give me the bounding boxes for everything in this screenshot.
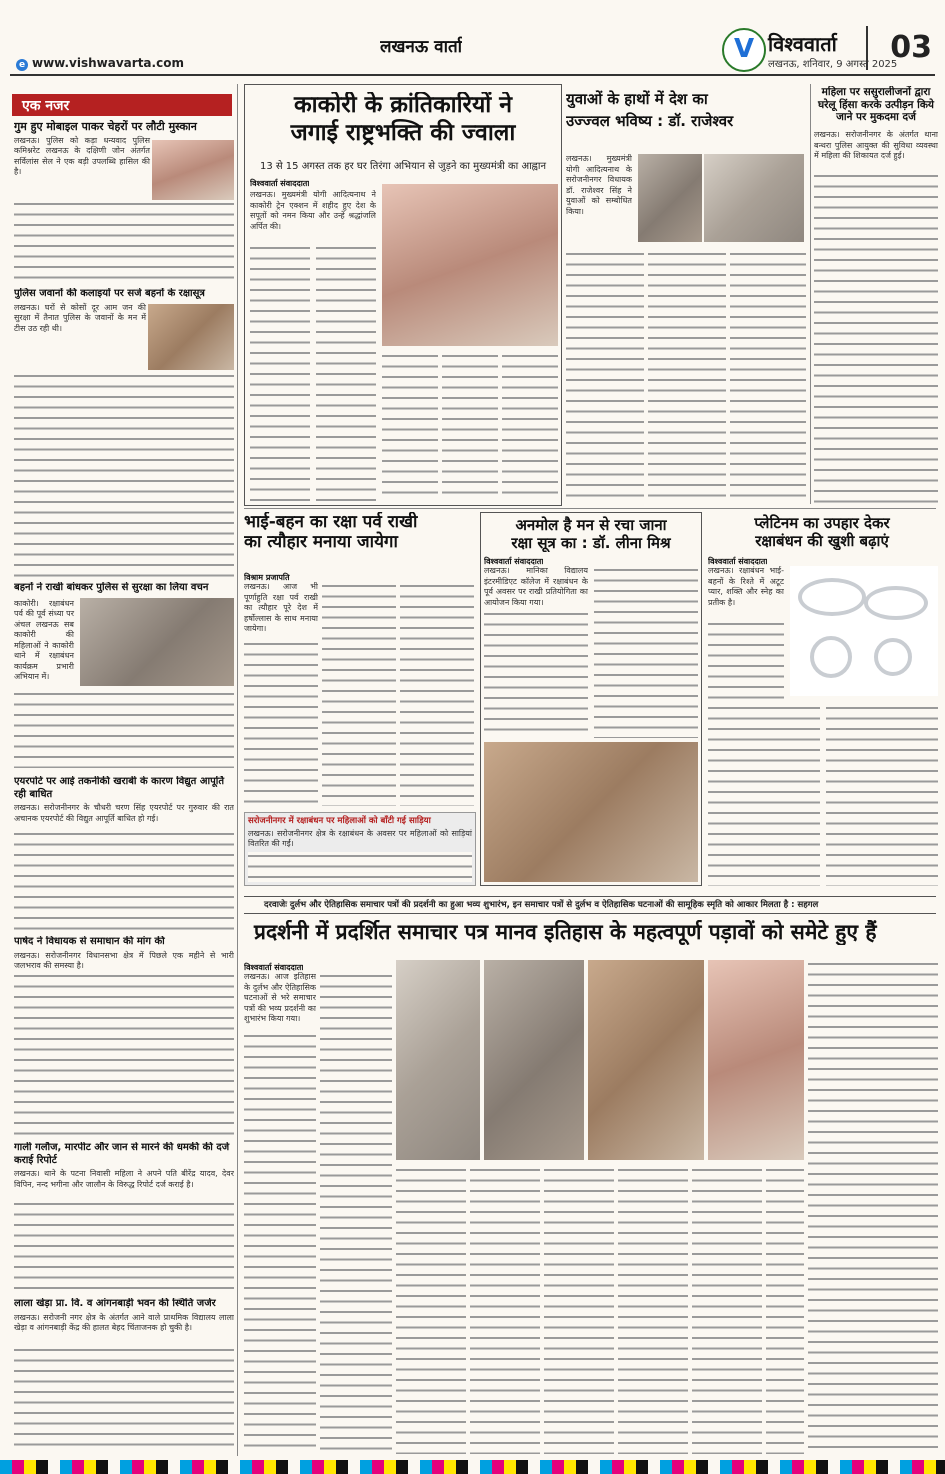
domestic-text-block: [814, 172, 938, 504]
kakori-text-col-2: [316, 244, 376, 502]
exhibition-headline: प्रदर्शनी में प्रदर्शित समाचार पत्र मानव इतिहास के महत्वपूर्ण पड़ावों को समेटे हुए हैं: [254, 920, 877, 944]
sidebar-text-block: [14, 1346, 234, 1452]
sidebar-headline: पार्षद ने विधायक से समाधान की मांग की: [14, 936, 165, 947]
exhibition-photo-2: [484, 960, 584, 1160]
sidebar-photo: [148, 304, 234, 370]
youth-lead: लखनऊ। मुख्यमंत्री योगी आदित्यनाथ के सरोजनीनगर विधायक डॉ. राजेश्वर सिंह ने युवाओं को सम्बोधित किया।: [566, 154, 632, 216]
sidebar-lead: लखनऊ। थाने के पटना निवासी महिला ने अपने पति बीरेंद्र यादव, देवर विपिन, नन्द भगीना और जालौन के विरुद्ध रिपोर्ट दर्ज कराई है।: [14, 1169, 234, 1189]
youth-text-col-1: [566, 250, 644, 504]
website-url-text: www.vishwavarta.com: [32, 56, 184, 70]
rakhi-headline-line-1: भाई-बहन का रक्षा पर्व राखी: [244, 512, 418, 532]
browser-icon: e: [16, 59, 28, 71]
sidebar-divider: [237, 84, 238, 1456]
sidebar-lead: लखनऊ। घरों से कोसों दूर आम जन की सुरक्षा में तैनात पुलिस के जवानों के मन में टीस उठ रही थी।: [14, 302, 146, 333]
exhibition-photo-3: [588, 960, 704, 1160]
exhibition-text-col-2: [320, 972, 392, 1454]
exhibition-text-col-7: [692, 1166, 762, 1454]
rakhi-text-col-2: [322, 582, 396, 806]
rakhi-text-col-1: [244, 640, 318, 806]
youth-headline-2: उज्ज्वल भविष्य : डॉ. राजेश्वर: [566, 112, 734, 130]
sidebar-photo: [80, 598, 234, 686]
platinum-byline: विश्ववार्ता संवाददाता: [708, 557, 768, 566]
sidebar-headline: पुलिस जवानों की कलाइयों पर सजे बहनों के रक्षासूत्र: [14, 288, 205, 299]
raksha-sutra-headline-line-2: रक्षा सूत्र का : डॉ. लीना मिश्र: [511, 534, 671, 552]
domestic-headline-line-3: जाने पर मुकदमा दर्ज: [836, 111, 916, 124]
raksha-sutra-headline-line-1: अनमोल है मन से रचा जाना: [515, 516, 667, 534]
rakhi-lead: लखनऊ। आज भी पूर्णाहुति रक्षा पर्व राखी का त्यौहार पूरे देश में हर्षोल्लास के साथ मनाया जायेगा।: [244, 582, 318, 633]
kakori-text-col-3: [382, 352, 438, 502]
youth-headline: [566, 90, 716, 108]
sidebar-lead: लखनऊ। सरोजनी नगर क्षेत्र के अंतर्गत आने वाले प्राथमिक विद्यालय लाला खेड़ा व आंगनबाड़ी केंद्र की हालत बेहद चिंताजनक हो चुकी है।: [14, 1312, 234, 1332]
section-title: लखनऊ वार्ता: [380, 37, 463, 57]
sidebar-item: [14, 1142, 234, 1190]
kakori-headline-line-2: जगाई राष्ट्रभक्ति की ज्वाला: [290, 119, 516, 146]
youth-photo-2: [704, 154, 804, 242]
platinum-lead: लखनऊ। रक्षाबंधन भाई-बहनों के रिश्ते में अटूट प्यार, शक्ति और स्नेह का प्रतीक है।: [708, 566, 784, 607]
sidebar-photo: [152, 140, 234, 200]
youth-photo-1: [638, 154, 702, 242]
exhibition-photo-1: [396, 960, 480, 1160]
ticker-strip: दरवाजेः दुर्लभ और ऐतिहासिक समाचार पत्रों की प्रदर्शनी का हुआ भव्य शुभारंभ, इन समाचार पत्रों से दुर्लभ व ऐतिहासिक घटनाओं की सामूहिक स्मृति को आकार मिलता है : सहगल: [244, 896, 936, 914]
sidebar-item: [14, 936, 234, 972]
dateline: लखनऊ, शनिवार, 9 अगस्त 2025: [768, 59, 898, 70]
notice-box: [244, 812, 476, 886]
sidebar-text-block: [14, 372, 234, 577]
rakhi-headline-line-2: का त्यौहार मनाया जायेगा: [244, 532, 398, 553]
sidebar-lead: काकोरी। रक्षाबंधन पर्व की पूर्व संध्या पर अंचल लखनऊ सब काकोरी की महिलाओं ने काकोरी थाने में रक्षाबंधन कार्यक्रम प्रभारी अभियान में।: [14, 598, 74, 681]
sidebar-text-block: [14, 1200, 234, 1292]
notice-text-block: [248, 852, 472, 882]
kakori-byline: विश्ववार्ता संवाददाता: [250, 179, 310, 188]
exhibition-lead: लखनऊ। आज इतिहास के दुर्लभ और ऐतिहासिक घटनाओं से भरे समाचार पत्रों की भव्य प्रदर्शनी का शुभारंभ किया गया।: [244, 972, 316, 1023]
masthead-rule: [10, 74, 935, 76]
exhibition-byline: विश्ववार्ता संवाददाता: [244, 963, 304, 972]
sidebar-headline: एयरपोर्ट पर आई तकनीकी खराबी के कारण विद्युत आपूर्ति रही बाधित: [14, 776, 225, 800]
platinum-headline-line-2: रक्षाबंधन की खुशी बढ़ाएं: [755, 532, 889, 550]
sidebar-headline: बहनों ने राखी बांधकर पुलिस से सुरक्षा का लिया वचन: [14, 582, 209, 593]
youth-text-col-3: [730, 250, 806, 504]
kakori-subhead: 13 से 15 अगस्त तक हर घर तिरंगा अभियान से जुड़ने का मुख्यमंत्री का आह्वान: [259, 161, 547, 172]
paper-name: विश्ववार्ता: [768, 32, 837, 56]
raksha-sutra-text-col-2: [594, 566, 698, 738]
youth-headline-line-1: युवाओं के हाथों में देश का: [566, 90, 708, 108]
platinum-jewellery-photo: [790, 566, 938, 696]
domestic-headline-line-1: महिला पर ससुरालीजनों द्वारा: [821, 86, 931, 98]
exhibition-text-col-6: [618, 1166, 688, 1454]
sidebar-text-block: [14, 200, 234, 282]
website-url[interactable]: [16, 56, 184, 71]
notice-lead: लखनऊ। सरोजनीनगर क्षेत्र के रक्षाबंधन के अवसर पर महिलाओं को साड़ियां वितरित की गईं।: [248, 828, 472, 849]
column-divider: [810, 84, 811, 504]
kakori-headline: [248, 92, 558, 147]
rakhi-byline: विश्राम प्रजापति: [244, 573, 290, 582]
sidebar-headline: लाला खेड़ा प्रा. वि. व आंगनबाड़ी भवन की स्थिति जर्जर: [14, 1298, 216, 1309]
raksha-sutra-photo: [484, 742, 698, 882]
sidebar-text-block: [14, 830, 234, 930]
print-color-bar: [0, 1460, 945, 1474]
platinum-headline-line-1: प्लेटिनम का उपहार देकर: [754, 514, 890, 532]
exhibition-text-col-4: [470, 1166, 540, 1454]
sidebar-lead: लखनऊ। सरोजनीनगर विधानसभा क्षेत्र में पिछले एक महीने से भारी जलभराव की समस्या है।: [14, 950, 234, 970]
raksha-sutra-lead: लखनऊ। मानिका विद्यालय इंटरमीडिएट कॉलेज में रक्षाबंधन के पूर्व अवसर पर राखी प्रतियोगिता का आयोजन किया गया।: [484, 566, 588, 607]
exhibition-text-col-5: [544, 1166, 614, 1454]
logo-icon: V: [722, 28, 766, 72]
sidebar-item: [14, 776, 234, 824]
sidebar-text-block: [14, 690, 234, 768]
domestic-headline-line-2: घरेलू हिंसा करके उत्पीड़न किये: [817, 98, 935, 111]
exhibition-text-col-1: [244, 1032, 316, 1454]
notice-headline: सरोजनीनगर में रक्षाबंधन पर महिलाओं को बाँटी गई साड़िया: [248, 816, 431, 826]
platinum-text-col-2: [708, 704, 820, 886]
exhibition-text-col-9: [766, 1166, 804, 1454]
kakori-photo: [382, 184, 558, 346]
sidebar-headline: गाली गलौज, मारपीट और जान से मारने की धमकी की दर्ज कराई रिपोर्ट: [14, 1142, 230, 1166]
youth-text-col-2: [648, 250, 726, 504]
kakori-text-col-4: [442, 352, 498, 502]
sidebar-label: एक नजर: [12, 94, 232, 116]
sidebar-text-block: [14, 972, 234, 1136]
exhibition-photo-4: [708, 960, 804, 1160]
sidebar-lead: लखनऊ। पुलिस को कड़ा धन्यवाद पुलिस कमिश्नरेट लखनऊ के दक्षिणी जोन अंतर्गत सर्विलांस सेल ने एक बड़ी उपलब्धि हासिल की है।: [14, 135, 150, 177]
section-rule: [244, 508, 936, 509]
sidebar-lead: लखनऊ। सरोजनीनगर के चौधरी चरण सिंह एयरपोर्ट पर गुरुवार की रात अचानक एयरपोर्ट की विद्युत आपूर्ति बाधित हो गई।: [14, 803, 234, 823]
kakori-text-col-1: [250, 244, 310, 502]
exhibition-text-col-8: [808, 960, 938, 1454]
raksha-sutra-headline: [484, 516, 698, 552]
platinum-headline: [706, 514, 938, 550]
sidebar-item: [14, 1298, 234, 1334]
sidebar-headline: गुम हुए मोबाइल पाकर चेहरों पर लौटी मुस्कान: [14, 120, 197, 133]
page-number: 03: [866, 26, 936, 70]
kakori-lead: लखनऊ। मुख्यमंत्री योगी आदित्यनाथ ने काकोरी ट्रेन एक्शन में शहीद हुए देश के सपूतों को नमन किया और उन्हें श्रद्धांजलि अर्पित की।: [250, 190, 376, 231]
raksha-sutra-byline: विश्ववार्ता संवाददाता: [484, 557, 544, 566]
kakori-headline-line-1: काकोरी के क्रांतिकारियों ने: [293, 92, 513, 118]
rakhi-headline: [244, 512, 476, 553]
raksha-sutra-text-col-1: [484, 610, 588, 738]
platinum-text-col-1: [708, 620, 784, 700]
platinum-text-col-3: [826, 704, 938, 886]
domestic-lead: लखनऊ। सरोजनीनगर के अंतर्गत थाना बन्थरा पुलिस आयुक्त की सुविधा व्यवस्था में महिला की शिकायत दर्ज हुई।: [814, 130, 938, 160]
domestic-headline: [812, 86, 940, 124]
rakhi-text-col-3: [400, 582, 474, 806]
kakori-text-col-5: [502, 352, 558, 502]
exhibition-text-col-3: [396, 1166, 466, 1454]
